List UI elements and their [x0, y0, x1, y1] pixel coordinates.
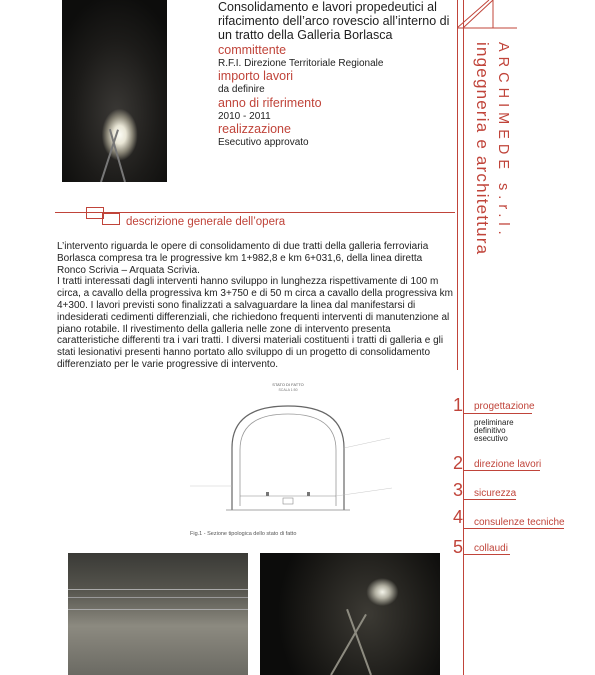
menu-item-progettazione[interactable]: progettazione — [474, 401, 535, 412]
figure-caption: Fig.1 - Sezione tipologica dello stato di fatto — [190, 531, 297, 537]
menu-sub-esecutivo[interactable]: esecutivo — [474, 434, 508, 443]
description-paragraph-1: L’intervento riguarda le opere di consolidamento di due tratti della galleria ferroviaria Borlasca compresa tra le progressive km 1+982,8 e km 6+031,6, della linea diretta Ronco Scrivia – Arquata Scrivia. — [57, 241, 429, 276]
brand-tagline: ingegneria e architettura — [473, 42, 492, 256]
menu-num-5: 5 — [453, 537, 464, 557]
field-value-realizzazione: Esecutivo approvato — [218, 137, 309, 148]
figure-header-1: STATO DI FATTO — [272, 382, 304, 387]
field-label-anno: anno di riferimento — [218, 96, 322, 110]
menu-item-consulenze-tecniche[interactable]: consulenze tecniche — [474, 517, 565, 528]
figure-header-2: SCALA 1:50 — [278, 388, 298, 392]
field-label-realizzazione: realizzazione — [218, 122, 291, 136]
brand-divider-line — [457, 0, 458, 370]
brand-divider-line-outer — [463, 0, 464, 675]
brand-name: ARCHIMEDE s.r.l. — [495, 42, 511, 240]
tunnel-track-photo — [260, 553, 440, 675]
menu-underline-2 — [464, 470, 540, 471]
tunnel-photo-top — [62, 0, 167, 182]
section-divider — [55, 212, 455, 213]
menu-num-3: 3 — [453, 480, 464, 500]
project-title: Consolidamento e lavori propedeutici al rifacimento dell’arco rovescio all’interno di un tratto della Galleria Borlasca — [218, 0, 450, 42]
menu-underline-5 — [464, 554, 510, 555]
menu-num-4: 4 — [453, 507, 464, 527]
field-value-committente: R.F.I. Direzione Territoriale Regionale — [218, 58, 384, 69]
field-label-importo: importo lavori — [218, 69, 294, 83]
tunnel-section-drawing — [170, 378, 425, 538]
menu-num-1: 1 — [453, 395, 464, 415]
menu-num-2: 2 — [453, 453, 464, 473]
field-value-anno: 2010 - 2011 — [218, 111, 271, 122]
menu-item-sicurezza[interactable]: sicurezza — [474, 488, 517, 499]
menu-underline-1 — [464, 413, 532, 414]
field-value-importo: da definire — [218, 84, 265, 95]
logo-mark-icon — [457, 0, 517, 30]
menu-sub-definitivo[interactable]: definitivo — [474, 426, 506, 435]
section-square-icon-2 — [102, 213, 120, 225]
menu-underline-3 — [464, 499, 516, 500]
description-text — [57, 241, 453, 371]
menu-item-collaudi[interactable]: collaudi — [474, 543, 508, 554]
description-paragraph-2: I tratti interessati dagli interventi hanno sviluppo in lunghezza rispettivamente di 100 m circa, a cavallo della progressiva km 3+750 e di 50 m circa a cavallo della progressiva km 4+300. I lavori previsti sono finalizzati a salvaguardare la linea dal manifestarsi di indesiderati cedimenti differenziali, che richiedono frequenti interventi di manutenzione al piano rotabile. Il rivestimento della galleria nelle zone di intervento presenta caratteristiche differenti tra i vari tratti. I diversi materiali costituenti i tratti di galleria e gli stati lesionativi presenti hanno portato allo sviluppo di un progetto di consolidamento differenziato per le varie progressive di intervento. — [57, 276, 454, 370]
menu-item-direzione-lavori[interactable]: direzione lavori — [474, 459, 542, 470]
menu-underline-4 — [464, 528, 564, 529]
field-label-committente: committente — [218, 43, 287, 57]
tunnel-wall-photo — [68, 553, 248, 675]
section-title: descrizione generale dell’opera — [126, 216, 286, 228]
menu-sub-preliminare[interactable]: preliminare — [474, 418, 514, 427]
